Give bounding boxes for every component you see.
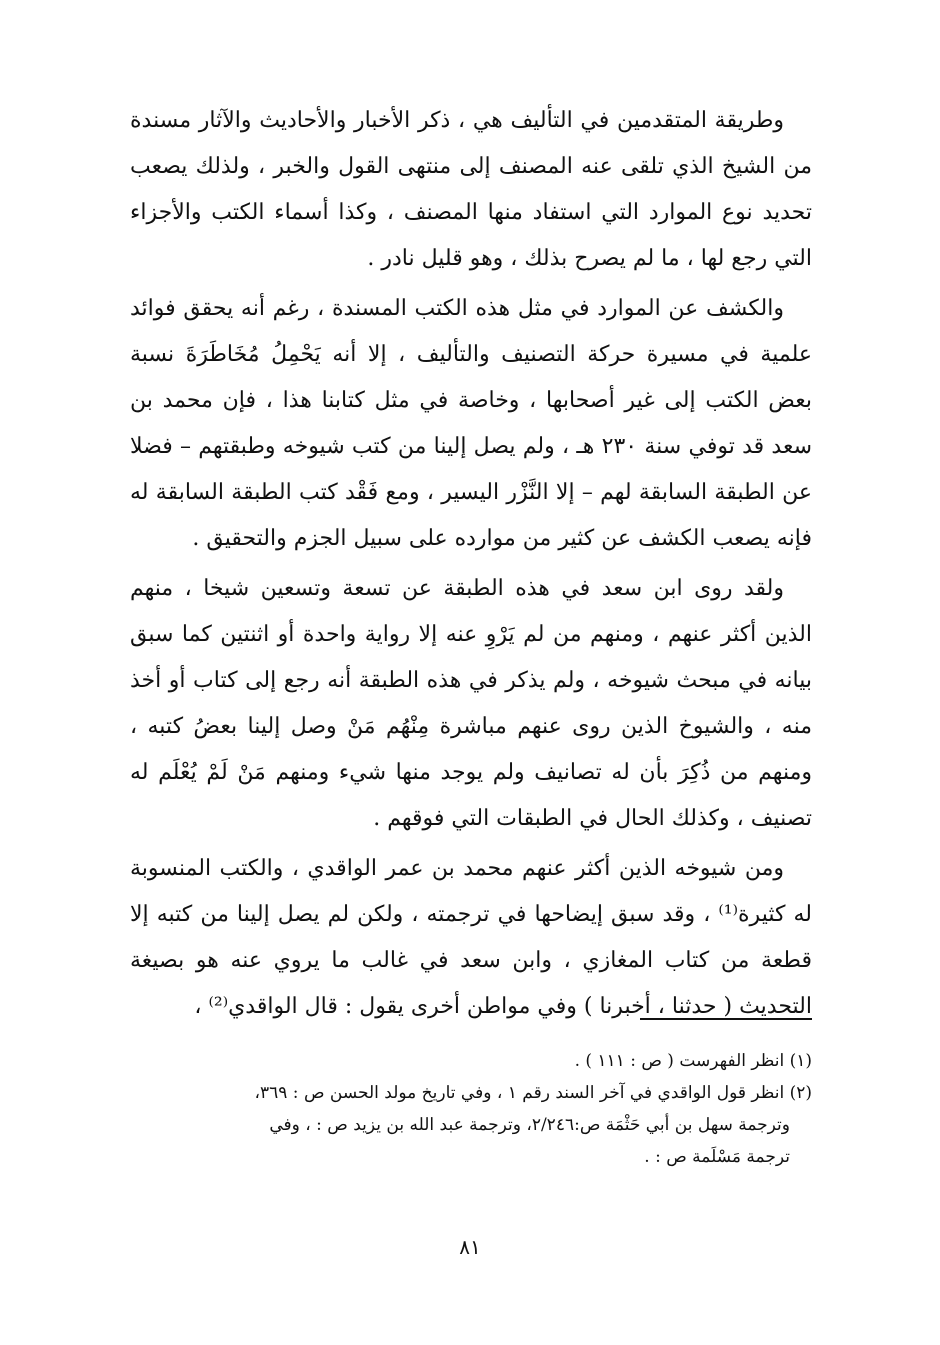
paragraph-3: ولقد روى ابن سعد في هذه الطبقة عن تسعة وتسعين شيخا ، منهم الذين أكثر عنهم ، ومنهم من لم يَرْوِ عنه إلا رواية واحدة أو اثنتين كما سبق بيانه في مبحث شيوخه ، ولم يذكر في هذه الطبقة أنه رجع إلى كتاب أو أخذ منه ، والشيوخ الذين روى عنهم مباشرة مِنْهُم مَنْ وصل إلينا بعضُ كتبه ، ومنهم من ذُكِرَ بأن له تصانيف ولم يوجد منها شيء ومنهم مَنْ لَمْ يُعْلَم له تصنيف ، وكذلك الحال في الطبقات التي فوقهم . <box>130 576 812 831</box>
page-number: ٨١ <box>459 1235 481 1259</box>
footnote-2-continued: وترجمة سهل بن أبي حَثْمَة ص:٢/٢٤٦، وترجمة عبد الله بن يزيد ص : ، وفي <box>269 1115 790 1135</box>
paragraph-4: ومن شيوخه الذين أكثر عنهم محمد بن عمر الواقدي ، والكتب المنسوبة له كثيرة⁽¹⁾ ، وقد سبق إيضاحها في ترجمته ، ولكن لم يصل إلينا من كتبه إلا قطعة من كتاب المغازي ، وابن سعد في غالب ما يروي عنه هو بصيغة التحديث ( حدثنا ، أخبرنا ) وفي مواطن أخرى يقول : قال الواقدي⁽²⁾ ، <box>130 856 812 1019</box>
footnotes <box>130 1046 812 1174</box>
footnote-separator <box>640 1018 812 1020</box>
paragraph-2: والكشف عن الموارد في مثل هذه الكتب المسندة ، رغم أنه يحقق فوائد علمية في مسيرة حركة التصنيف والتأليف ، إلا أنه يَحْمِلُ مُخَاطَرَةَ نسبة بعض الكتب إلى غير أصحابها ، وخاصة في مثل كتابنا هذا ، فإن محمد بن سعد قد توفي سنة ٢٣٠ هـ ، ولم يصل إلينا من كتب شيوخه وطبقتهم – فضلا عن الطبقة السابقة لهم – إلا النَّزْر اليسير ، ومع فَقْد كتب الطبقة السابقة له فإنه يصعب الكشف عن كثير من موارده على سبيل الجزم والتحقيق . <box>130 296 812 551</box>
paragraph-1: وطريقة المتقدمين في التأليف هي ، ذكر الأخبار والأحاديث والآثار مسندة من الشيخ الذي تلقى عنه المصنف إلى منتهى القول والخبر ، ولذلك يصعب تحديد نوع الموارد التي استفاد منها المصنف ، وكذا أسماء الكتب والأجزاء التي رجع لها ، ما لم يصرح بذلك ، وهو قليل نادر . <box>130 108 812 271</box>
footnote-2: (٢) انظر قول الواقدي في آخر السند رقم ١ ، وفي تاريخ مولد الحسن ص : ٣٦٩، <box>254 1083 812 1103</box>
main-text <box>130 98 812 1034</box>
footnote-2-continued-end: ترجمة مَسْلَمة ص : . <box>644 1147 790 1167</box>
footnote-1: (١) انظر الفهرست ( ص : ١١١ ) . <box>574 1051 812 1071</box>
